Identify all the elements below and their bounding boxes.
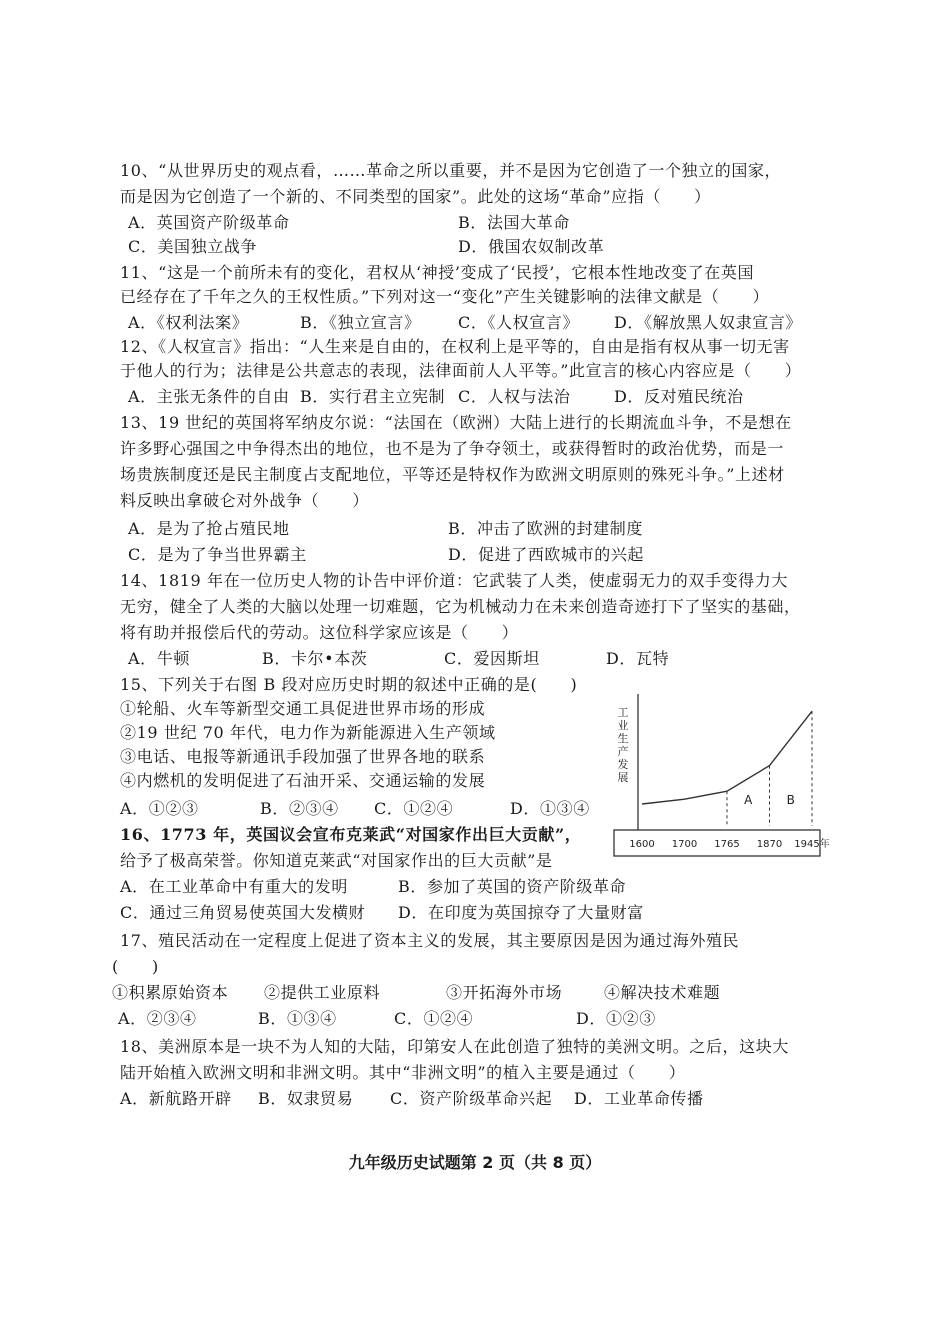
- q17-item-4: ④解决技术难题: [604, 983, 721, 1002]
- q15-item-1: ①轮船、火车等新型交通工具促进世界市场的形成: [120, 699, 486, 718]
- q16-option-c: C．通过三角贸易使英国大发横财: [120, 903, 366, 922]
- q15-item-3: ③电话、电报等新通讯手段加强了世界各地的联系: [120, 747, 486, 766]
- q10-stem-line2: 而是因为它创造了一个新的、不同类型的国家”。此处的这场“革命”应指（ ）: [120, 187, 711, 206]
- q16-option-d: D．在印度为英国掠夺了大量财富: [398, 903, 644, 922]
- q10-stem-line1: 10、“从世界历史的观点看，……革命之所以重要，并不是因为它创造了一个独立的国家，: [120, 161, 782, 180]
- industrial-development-chart: [612, 690, 830, 860]
- q11-option-a: A．《权利法案》: [128, 313, 249, 332]
- chart-x-tick-label: 1870: [756, 839, 783, 850]
- q16-option-b: B．参加了英国的资产阶级革命: [398, 877, 627, 896]
- q14-stem-line1: 14、1819 年在一位历史人物的讣告中评价道：它武装了人类，使虚弱无力的双手变得力大: [120, 571, 788, 590]
- q14-option-a: A．牛顿: [128, 649, 190, 668]
- chart-y-axis-label: 工业生产发展: [617, 706, 629, 784]
- chart-x-tick-label: 1600: [629, 839, 655, 850]
- q15-item-2: ②19 世纪 70 年代，电力作为新能源进入生产领域: [120, 723, 496, 742]
- q14-stem-line3: 将有助并报偿后代的劳动。这位科学家应该是（ ）: [120, 623, 519, 642]
- q18-option-c: C．资产阶级革命兴起: [390, 1089, 553, 1108]
- q13-stem-line4: 料反映出拿破仑对外战争（ ）: [120, 491, 370, 510]
- q10-option-a: A．英国资产阶级革命: [128, 213, 290, 232]
- q12-option-c: C．人权与法治: [458, 387, 571, 406]
- q12-option-b: B．实行君主立宪制: [300, 387, 446, 406]
- q10-option-d: D．俄国农奴制改革: [458, 237, 605, 256]
- chart-x-tick-label: 1765: [714, 839, 740, 850]
- q18-stem-line1: 18、美洲原本是一块不为人知的大陆，印第安人在此创造了独特的美洲文明。之后，这块大: [120, 1037, 789, 1056]
- page-footer: 九年级历史试题第 2 页（共 8 页）: [348, 1153, 602, 1172]
- q12-option-d: D．反对殖民统治: [614, 387, 744, 406]
- q15-stem-line1: 15、下列关于右图 B 段对应历史时期的叙述中正确的是( ): [120, 675, 578, 694]
- q17-item-3: ③开拓海外市场: [446, 983, 563, 1002]
- q14-option-d: D．瓦特: [606, 649, 670, 668]
- chart-segment-label: A: [744, 793, 753, 807]
- q15-option-d: D．①③④: [510, 799, 590, 818]
- q15-item-4: ④内燃机的发明促进了石油开采、交通运输的发展: [120, 771, 486, 790]
- q18-option-d: D．工业革命传播: [574, 1089, 704, 1108]
- q16-option-a: A．在工业革命中有重大的发明: [120, 877, 348, 896]
- q10-option-b: B．法国大革命: [458, 213, 570, 232]
- q17-option-a: A．②③④: [118, 1009, 197, 1028]
- q15-option-b: B．②③④: [260, 799, 339, 818]
- chart-svg: [612, 690, 830, 860]
- q17-stem-line2: ( ): [112, 957, 159, 976]
- q13-option-d: D．促进了西欧城市的兴起: [448, 545, 645, 564]
- q16-stem-line1: 16、1773 年，英国议会宣布克莱武“对国家作出巨大贡献”，: [120, 825, 582, 844]
- q18-stem-line2: 陆开始植入欧洲文明和非洲文明。其中“非洲文明”的植入主要是通过（ ）: [120, 1063, 686, 1082]
- q16-stem-line2: 给予了极高荣誉。你知道克莱武“对国家作出的巨大贡献”是: [120, 851, 553, 870]
- q14-option-b: B．卡尔•本茨: [262, 649, 368, 668]
- chart-series-line: [642, 711, 812, 804]
- q14-option-c: C．爱因斯坦: [444, 649, 540, 668]
- q12-stem-line1: 12、《人权宣言》指出：“人生来是自由的，在权利上是平等的，自由是指有权从事一切无害: [120, 337, 790, 356]
- q18-option-b: B．奴隶贸易: [258, 1089, 354, 1108]
- q11-option-b: B．《独立宣言》: [300, 313, 421, 332]
- q17-option-b: B．①③④: [258, 1009, 337, 1028]
- chart-x-tick-label: 1945年: [794, 839, 830, 850]
- q12-option-a: A．主张无条件的自由: [128, 387, 290, 406]
- chart-segment-label: B: [786, 793, 795, 807]
- q10-option-c: C．美国独立战争: [128, 237, 258, 256]
- q12-stem-line2: 于他人的行为；法律是公共意志的表现，法律面前人人平等。”此宣言的核心内容应是（ ）: [120, 361, 802, 380]
- q13-stem-line3: 场贵族制度还是民主制度占支配地位，平等还是特权作为欧洲文明原则的殊死斗争。”上述材: [120, 465, 785, 484]
- q15-option-c: C．①②④: [374, 799, 454, 818]
- q15-option-a: A．①②③: [120, 799, 199, 818]
- q11-option-c: C．《人权宣言》: [458, 313, 580, 332]
- q13-stem-line2: 许多野心强国之中争得杰出的地位，也不是为了争夺领土，或获得暂时的政治优势，而是一: [120, 439, 785, 458]
- q13-option-a: A．是为了抢占殖民地: [128, 519, 290, 538]
- q17-option-c: C．①②④: [394, 1009, 474, 1028]
- q17-item-1: ①积累原始资本: [112, 983, 229, 1002]
- q13-option-b: B．冲击了欧洲的封建制度: [448, 519, 643, 538]
- q13-option-c: C．是为了争当世界霸主: [128, 545, 307, 564]
- chart-x-tick-label: 1700: [671, 839, 698, 850]
- q11-option-d: D．《解放黑人奴隶宣言》: [614, 313, 803, 332]
- q18-option-a: A．新航路开辟: [120, 1089, 232, 1108]
- q11-stem-line2: 已经存在了千年之久的王权性质。”下列对这一“变化”产生关键影响的法律文献是（ ）: [120, 287, 770, 306]
- q14-stem-line2: 无穷，健全了人类的大脑以处理一切难题，它为机械动力在未来创造奇迹打下了坚实的基础，: [120, 597, 801, 616]
- q17-option-d: D．①②③: [576, 1009, 656, 1028]
- q17-item-2: ②提供工业原料: [264, 983, 381, 1002]
- q17-stem-line1: 17、殖民活动在一定程度上促进了资本主义的发展，其主要原因是因为通过海外殖民: [120, 931, 740, 950]
- q13-stem-line1: 13、19 世纪的英国将军纳皮尔说：“法国在（欧洲）大陆上进行的长期流血斗争，不是想在: [120, 413, 792, 432]
- q11-stem-line1: 11、“这是一个前所未有的变化，君权从‘神授’变成了‘民授’，它根本性地改变了在英国: [120, 263, 755, 282]
